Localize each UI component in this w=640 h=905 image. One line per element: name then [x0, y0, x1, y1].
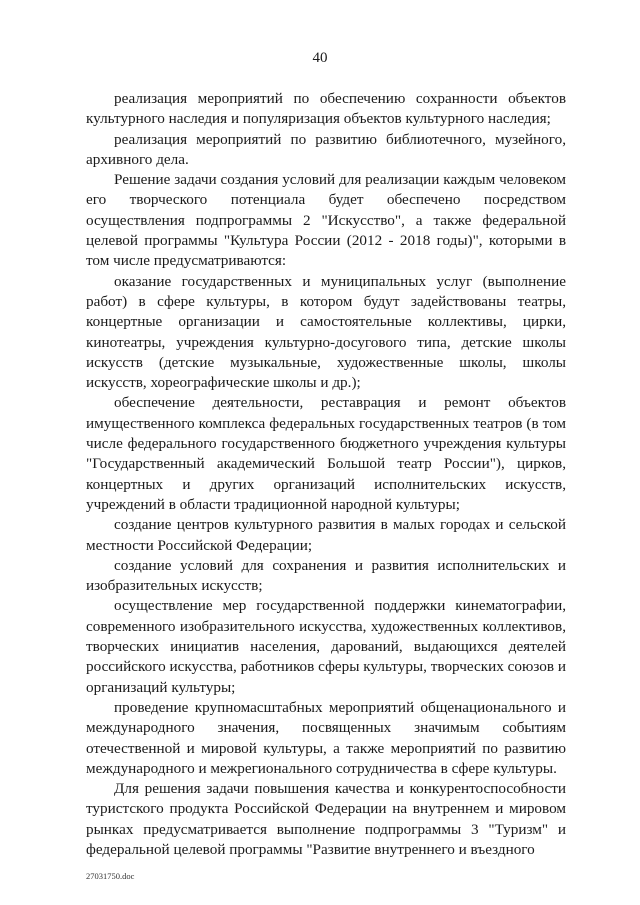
paragraph-large-events: проведение крупномасштабных мероприятий общенационального и международного значения, посвященных значимым событиям отечественной и мировой культуры, а также мероприятий по развитию международного и межрегионального сотрудничества в сфере культуры. — [86, 698, 566, 777]
paragraph-cinema-support: осуществление мер государственной поддержки кинематографии, современного изобразительного искусства, художественных коллективов, творческих инициатив населения, дарований, выдающихся деятелей российского искусства, работников сферы культуры, творческих союзов и организаций культуры; — [86, 597, 566, 696]
document-file-code: 27031750.doc — [86, 871, 135, 881]
page-number: 40 — [312, 50, 328, 66]
paragraph-theatres-restoration: обеспечение деятельности, реставрация и ремонт объектов имущественного комплекса федеральных государственных театров (в том числе федерального государственного бюджетного учреждения культуры "Государственный академический Большой театр России"), цирков, концертных и других организаций исполнительских искусств, учреждений в области традиционной народной культуры; — [86, 394, 566, 513]
document-body — [86, 89, 566, 860]
paragraph-library-museum: реализация мероприятий по развитию библиотечного, музейного, архивного дела. — [86, 130, 566, 168]
paragraph-heritage-preservation: реализация мероприятий по обеспечению сохранности объектов культурного наследия и популяризация объектов культурного наследия; — [86, 90, 566, 128]
paragraph-creative-potential: Решение задачи создания условий для реализации каждым человеком его творческого потенциала будет обеспечено посредством осуществления подпрограммы 2 "Искусство", а также федеральной целевой программы "Культура России (2012 - 2018 годы)", которыми в том числе предусматриваются: — [86, 171, 566, 270]
paragraph-performing-arts: создание условий для сохранения и развития исполнительских и изобразительных искусств; — [86, 556, 566, 595]
paragraph-state-services: оказание государственных и муниципальных услуг (выполнение работ) в сфере культуры, в котором будут задействованы театры, концертные организации и самостоятельные коллективы, цирки, кинотеатры, учреждения культурно-досугового типа, детские школы искусств (детские музыкальные, художественные школы, школы искусств, хореографические школы и др.); — [86, 272, 566, 392]
paragraph-cultural-centers: создание центров культурного развития в малых городах и сельской местности Российской Федерации; — [86, 516, 566, 554]
paragraph-tourism: Для решения задачи повышения качества и конкурентоспособности туристского продукта Российской Федерации на внутреннем и мировом рынках предусматривается выполнение подпрограммы 3 "Туризм" и федеральной целевой программы "Развитие внутреннего и въездного — [86, 780, 566, 858]
